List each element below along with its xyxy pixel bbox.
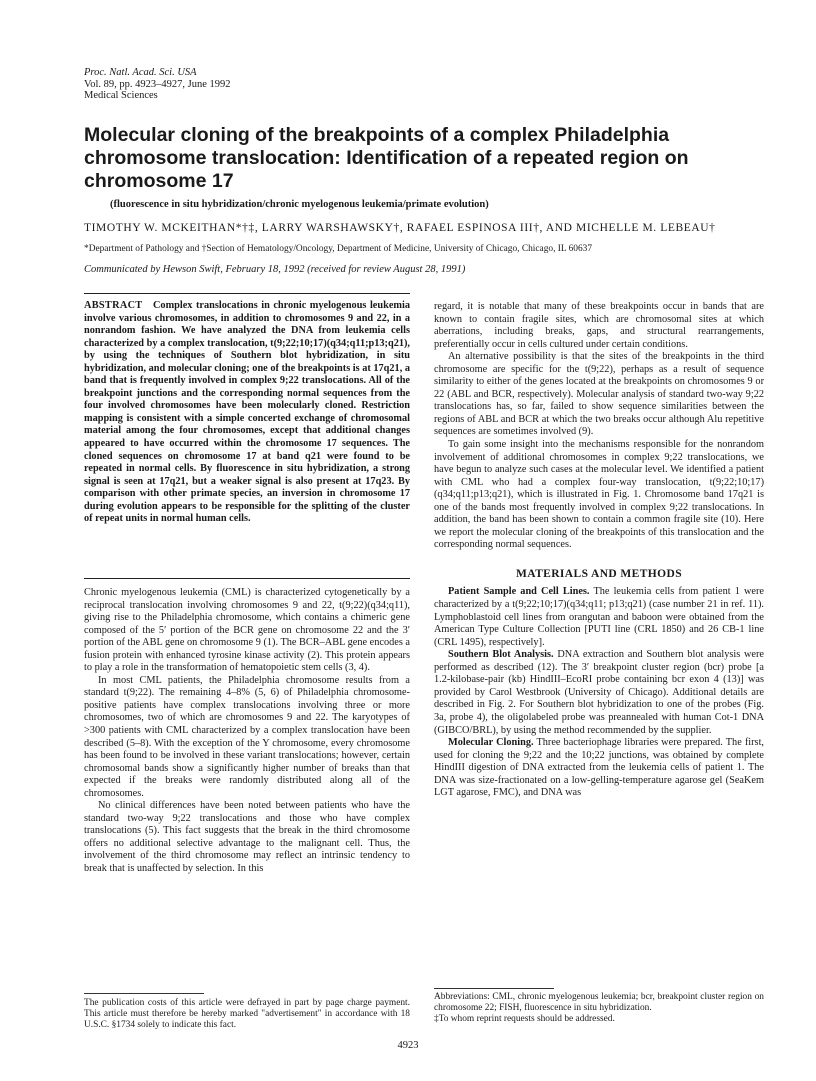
keywords: (fluorescence in situ hybridization/chronic myelogenous leukemia/primate evolution): [110, 199, 489, 210]
journal-header: [84, 67, 384, 102]
abstract-paragraph: [84, 300, 410, 526]
methods-subheading: Southern Blot Analysis.: [448, 649, 554, 661]
methods-text: Three bacteriophage libraries were prepared. The first, used for cloning the 9;22 and the 10;22 junctions, was obtained by complete HindIII digestion of DNA extracted from the leukemia cells of patient 1. The DNA was size-fractionated on a low-gelling-temperature agarose gel (SeaKem LGT agarose, FMC), and DNA was: [434, 737, 765, 799]
intro-paragraph-6: To gain some insight into the mechanisms responsible for the nonrandom involvement of additional chromosomes in complex 9;22 translocations, we have begun to analyze such cases at the molecular level. We identified a patient with CML who had a complex four-way translocation, t(9;22;10;17)(q34;q11;p13;q21), which is illustrated in Fig. 1. Chromosome band 17q21 is one of the bands most frequently involved in complex 9;22 translocations. In addition, the band has been shown to contain a common fragile site (10). Here we report the molecular cloning of the breakpoints of this translocation and the corresponding normal sequences.: [434, 439, 764, 551]
abstract-label: ABSTRACT: [84, 300, 143, 311]
reprint-footnote: ‡To whom reprint requests should be addressed.: [434, 1014, 615, 1024]
abstract-text: Complex translocations in chronic myelogenous leukemia involve various chromosomes, in addition to chromosomes 9 and 22, in a nonrandom fashion. We have analyzed the DNA from leukemia cells characterized by a complex translocation, t(9;22;10;17)(q34;q11;p13;q21), by using the techniques of Southern blot hybridization, in situ hybridization, and molecular cloning; one of the breakpoints is at 17q21, a band that is frequently involved in complex 9;22 translocations. All of the breakpoint junctions and the corresponding normal sequences from the four involved chromosomes have been molecularly cloned. Restriction mapping is consistent with a simple concerted exchange of chromosomal material among the four chromosomes, except that additional changes appeared to have occurred within the chromosome 17 sequences. The cloned sequences on chromosome 17 at band q21 were found to be repeated in normal cells. By fluorescence in situ hybridization, a strong signal is seen at 17q21, but a weaker signal is also present at 17q23. By comparison with other primate species, an inversion in chromosome 17 during evolution appears to be responsible for the splitting of the cluster of repeat units in normal human cells.: [84, 300, 411, 525]
footnote-rule-left: [84, 993, 204, 994]
affiliation: *Department of Pathology and †Section of Hematology/Oncology, Department of Medicine, University of Chicago, Chicago, IL 60637: [84, 244, 593, 254]
authors: TIMOTHY W. MCKEITHAN*†‡, LARRY WARSHAWSKY†, RAFAEL ESPINOSA III†, AND MICHELLE M. LEBEAU†: [84, 222, 716, 234]
intro-paragraph-4: regard, it is notable that many of these breakpoints occur in bands that are known to contain fragile sites, which are chromosomal sites at which aberrations, including breaks, gaps, and structural rearrangements, preferentially occur in cells cultured under certain conditions.: [434, 301, 764, 350]
journal-volume: Vol. 89, pp. 4923–4927, June 1992: [84, 78, 231, 90]
abbreviations-footnote: [434, 992, 764, 1025]
intro-paragraph-3: No clinical differences have been noted between patients who have the standard two-way 9;22 translocations and those who have complex translocations (5). This fact suggests that the break in the third chromosome offers no additional selective advantage to the malignant cell. Thus, the involvement of the third chromosome may reflect an intrinsic tendency to break that is unaffected by selection. In this: [84, 800, 410, 875]
abbreviations-text: Abbreviations: CML, chronic myelogenous leukemia; bcr, breakpoint cluster region on chromosome 22; FISH, fluorescence in situ hybridization.: [434, 992, 764, 1013]
journal-name: Proc. Natl. Acad. Sci. USA: [84, 67, 197, 78]
journal-section: Medical Sciences: [84, 90, 158, 101]
abstract: [84, 293, 410, 579]
intro-paragraph-1: Chronic myelogenous leukemia (CML) is characterized cytogenetically by a reciprocal translocation involving chromosomes 9 and 22, t(9;22)(q34;q11), giving rise to the Philadelphia chromosome, which contains a chimeric gene composed of the 5′ portion of the BCR gene on chromosome 22 and the 3′ portion of the ABL gene on chromosome 9 (1). The BCR–ABL gene encodes a fusion protein with enhanced tyrosine kinase activity (2). This protein appears to play a role in the transformation of hematopoietic stem cells (3, 4).: [84, 587, 410, 674]
methods-subheading: Patient Sample and Cell Lines.: [448, 586, 590, 598]
footnote-rule-right: [434, 988, 554, 989]
article-title: Molecular cloning of the breakpoints of a complex Philadelphia chromosome translocation: Identification of a repeated region on chromosome 17: [84, 124, 689, 192]
body-left-column: [84, 587, 410, 876]
communicated-by: Communicated by Hewson Swift, February 18, 1992 (received for review August 28, 1991): [84, 264, 466, 275]
methods-subheading: Molecular Cloning.: [448, 737, 534, 749]
methods-text: The leukemia cells from patient 1 were characterized by a t(9;22;10;17)(q34;q11; p13;q21) (case number 21 in ref. 11). Lymphoblastoid cell lines from orangutan and baboon were obtained from the American Type Culture Collection [PUTI line (CRL 1850) and 26 CB-1 line (CRL 1495), respectively].: [434, 586, 764, 648]
methods-text: DNA extraction and Southern blot analysis were performed as described (12). The 3′ breakpoint cluster region (bcr) probe [a 1.2-kilobase-pair (kb) HindIII–EcoRI probe containing bcr exon 4 (13)] was provided by Carol Westbrook (University of Chicago). Additional details are described in Fig. 2. For Southern blot hybridization to one of the probes (Fig. 3a, probe 4), the oligolabeled probe was preannealed with human Cot-1 DNA (GIBCO/BRL), by using the method recommended by the supplier.: [434, 649, 764, 736]
page-number: 4923: [397, 1040, 419, 1051]
methods-paragraph-2: [434, 649, 764, 737]
body-right-column: [434, 301, 764, 800]
intro-paragraph-5: An alternative possibility is that the sites of the breakpoints in the third chromosome are specific for the t(9;22), perhaps as a result of sequence similarity to either of the genes located at the breakpoints on chromosomes 9 or 22 (ABL and BCR, respectively). Molecular analysis of standard two-way 9;22 translocations has, so far, failed to show sequence similarities between the regions of ABL and BCR at which the two breaks occur although Alu repetitive sequences are sometimes involved (9).: [434, 351, 764, 438]
publication-cost-footnote: The publication costs of this article were defrayed in part by page charge payment. This article must therefore be hereby marked "advertisement" in accordance with 18 U.S.C. §1734 solely to indicate this fact.: [84, 998, 410, 1030]
methods-heading: MATERIALS AND METHODS: [515, 567, 682, 580]
methods-paragraph-1: [434, 586, 764, 649]
methods-paragraph-3: [434, 737, 764, 800]
intro-paragraph-2: In most CML patients, the Philadelphia chromosome results from a standard t(9;22). The remaining 4–8% (5, 6) of Philadelphia chromosome-positive patients have complex translocations involving three or more chromosomes, two of which are chromosomes 9 and 22. The karyotypes of >300 patients with CML characterized by a complex translocation have been described (5–8). With the exception of the Y chromosome, every chromosome has been found to be involved in these variant translocations; however, certain chromosomal bands show a significantly higher number of breaks than that expected if the breaks were randomly distributed along all of the chromosomes.: [84, 674, 410, 799]
